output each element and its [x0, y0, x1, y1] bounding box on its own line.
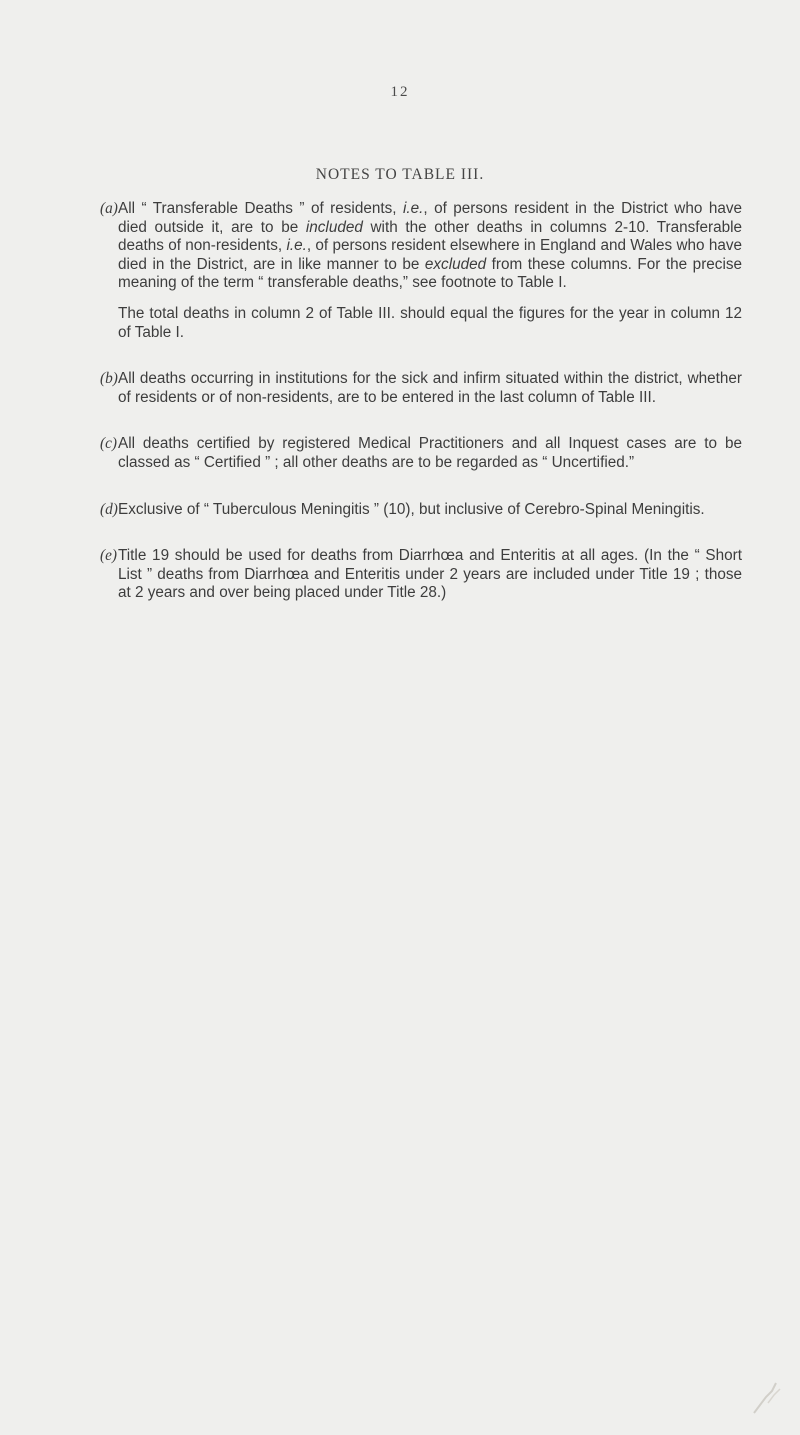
note-a-ie-2: i.e.	[286, 237, 307, 255]
note-b-marker: (b)	[100, 370, 118, 388]
paper-stain-mark	[746, 1379, 784, 1417]
note-d-marker: (d)	[100, 500, 118, 518]
note-d	[100, 501, 742, 520]
page-number: 12	[390, 84, 410, 100]
note-a-included: included	[305, 218, 363, 236]
note-e-marker: (e)	[100, 547, 117, 565]
note-b	[100, 370, 742, 407]
note-e	[100, 547, 742, 603]
note-a-text-3: with the other deaths in columns 2-10. Transferable deaths of non-residents,	[118, 218, 742, 255]
note-c	[100, 435, 742, 472]
note-a-text-5: from these columns. For the precise meaning of the term “ transferable deaths,” see footnote to Table I.	[118, 255, 742, 292]
note-a-excluded: excluded	[424, 255, 487, 273]
note-a-marker: (a)	[100, 200, 118, 217]
note-a-text-4: , of persons resident elsewhere in England and Wales who have died in the District, are in like manner to be	[118, 237, 742, 273]
note-a-ie-1: i.e.	[402, 200, 424, 217]
note-b-text: All deaths occurring in institutions for the sick and infirm situated within the district, whether of residents or of non-residents, are to be entered in the last column of Table III.	[118, 370, 742, 406]
note-d-text: Exclusive of “ Tuberculous Meningitis ” (10), but inclusive of Cerebro-Spinal Meningitis.	[118, 500, 705, 518]
note-a	[100, 200, 742, 293]
note-a-total-deaths: The total deaths in column 2 of Table III. should equal the figures for the year in column 12 of Table I.	[118, 304, 742, 341]
note-e-text: Title 19 should be used for deaths from Diarrhœa and Enteritis at all ages. (In the “ Short List ” deaths from Diarrhœa and Enteritis under 2 years are included under Title 19 ; those at 2 years and over being placed under Title 28.)	[118, 547, 742, 602]
notes-list	[100, 200, 742, 603]
page-title: NOTES TO TABLE III.	[315, 166, 485, 183]
note-c-text: All deaths certified by registered Medical Practitioners and all Inquest cases are to be classed as “ Certified ” ; all other deaths are to be regarded as “ Uncertified.”	[118, 435, 742, 471]
note-a-text-2: , of persons resident in the District who have died outside it, are to be	[118, 200, 742, 236]
note-c-marker: (c)	[100, 435, 117, 453]
note-a-text-1: All “ Transferable Deaths ” of residents,	[118, 200, 403, 217]
